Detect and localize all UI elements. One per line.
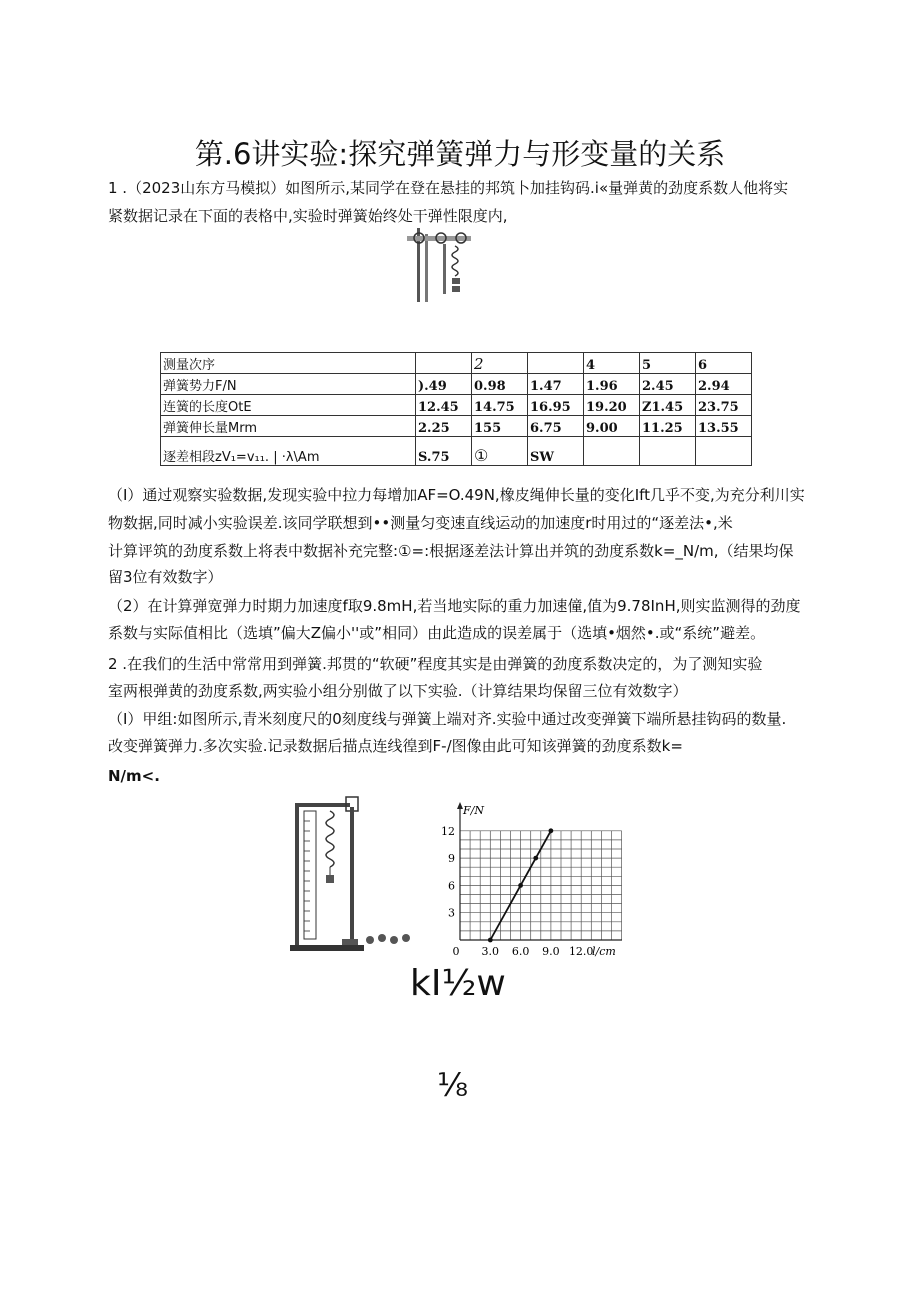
- page-title: 第.6讲实验:探究弹簧弹力与形变量的关系: [194, 137, 726, 171]
- table-cell: ).49: [416, 374, 472, 395]
- table-cell: 12.45: [416, 395, 472, 416]
- table-cell: 0.98: [472, 374, 528, 395]
- table-cell: 2: [472, 353, 528, 374]
- row-label: 测量次序: [161, 353, 416, 374]
- q2-line3: （I）甲组:如图所示,青米刻度尺的0刻度线与弹簧上端对齐.实验中通过改变弹簧下端所悬挂钩码的数量.: [108, 710, 787, 728]
- table-cell: S.75: [416, 437, 472, 466]
- table-cell: [640, 437, 696, 466]
- q1-line2: 紧数据记录在下面的表格中,实验时弹簧始终处干弹性限度内,: [108, 207, 508, 225]
- table-cell: [416, 353, 472, 374]
- y-tick-label: 3: [448, 906, 455, 920]
- table-row: [161, 416, 752, 437]
- row-label: 连簧的长度OtE: [161, 395, 416, 416]
- q2-line5: N/m<.: [108, 767, 160, 785]
- row-label: 弹簧伸长量Mrm: [161, 416, 416, 437]
- table-cell: 4: [584, 353, 640, 374]
- y-tick-label: 9: [448, 852, 455, 866]
- page-number: ⅛: [437, 1066, 469, 1104]
- x-tick-label: 3.0: [481, 945, 500, 958]
- q2-line2: 室两根弹黄的劲度系数,两实验小组分别做了以下实验.（计算结果均保留三位有效数字）: [108, 682, 688, 700]
- table-cell: 16.95: [528, 395, 584, 416]
- table-row: [161, 395, 752, 416]
- data-point: [488, 938, 493, 943]
- figure-label: kI½w: [410, 963, 506, 1004]
- data-table: [160, 352, 752, 466]
- y-tick-label: 12: [441, 824, 455, 838]
- table-cell: ①: [472, 437, 528, 466]
- x-axis-label: l/cm: [592, 945, 616, 958]
- table-cell: 19.20: [584, 395, 640, 416]
- q1-part2-line2: 系数与实际值相比（选填”偏大Z偏小''或”相同）由此造成的误差属于（选填•烟然•.或“系统”避差。: [108, 624, 766, 642]
- table-cell: [584, 437, 640, 466]
- x-tick-label: 6.0: [511, 945, 530, 958]
- table-cell: SW: [528, 437, 584, 466]
- q1-part1-line3: 计算评筑的劲度系数上将表中数据补充完整:①=:根据逐差法计算出并筑的劲度系数k=_N/m,（结果均保: [108, 542, 794, 560]
- q2-line4: 改变弹簧弹力.多次实验.记录数据后描点连线徨到F-/图像由此可知该弹簧的劲度系数k=: [108, 737, 683, 755]
- table-cell: [528, 353, 584, 374]
- q1-part2-line1: （2）在计算弹宽弹力时期力加速度f取9.8mH,若当地实际的重力加速僮,值为9.78InH,则实监测得的劲度: [108, 597, 801, 615]
- table-cell: 5: [640, 353, 696, 374]
- y-tick-label: 6: [448, 879, 455, 893]
- data-point: [533, 856, 538, 861]
- data-point: [518, 883, 523, 888]
- table-cell: 11.25: [640, 416, 696, 437]
- y-axis-label: F/N: [463, 804, 484, 817]
- table-cell: 14.75: [472, 395, 528, 416]
- q1-part1-line2: 物数据,同时减小实验误差.该同学联想到••测量匀变速直线运动的加速度r时用过的“逐差法•,米: [108, 514, 733, 532]
- q1-line1: 1 .（2023山东方马模拟）如图所示,某同学在登在悬挂的邦筑卜加挂钩码.i«量弹黄的劲度系数人他将实: [108, 179, 789, 197]
- data-point: [549, 828, 554, 833]
- stand-figure: [290, 795, 420, 960]
- table-cell: 13.55: [696, 416, 752, 437]
- table-cell: 1.47: [528, 374, 584, 395]
- table-cell: 2.25: [416, 416, 472, 437]
- table-cell: 155: [472, 416, 528, 437]
- table-cell: [696, 437, 752, 466]
- origin-label: 0: [452, 945, 460, 958]
- table-cell: 2.94: [696, 374, 752, 395]
- table-cell: Z1.45: [640, 395, 696, 416]
- table-cell: 6.75: [528, 416, 584, 437]
- x-tick-label: 9.0: [542, 945, 560, 958]
- q2-line1: 2 .在我们的生活中常常用到弹簧.邦贯的“软硬”程度其实是由弹簧的劲度系数决定的，为了测知实验: [108, 655, 763, 673]
- table-cell: 1.96: [584, 374, 640, 395]
- table-row: [161, 437, 752, 466]
- table-cell: 6: [696, 353, 752, 374]
- table-row: [161, 374, 752, 395]
- table-cell: 9.00: [584, 416, 640, 437]
- table-cell: 2.45: [640, 374, 696, 395]
- q1-part1-line1: （I）通过观察实验数据,发现实验中拉力每增加AF=O.49N,橡皮绳伸长量的变化Ift几乎不变,为充分利川实: [108, 486, 805, 504]
- row-label: 弹簧势力F/N: [161, 374, 416, 395]
- row-label: 逐差相段zV₁=v₁₁. | ·λ\Am: [161, 437, 416, 466]
- f-l-chart: [435, 800, 630, 962]
- table-row: [161, 353, 752, 374]
- spring-figure-1: [405, 228, 475, 304]
- table-cell: 23.75: [696, 395, 752, 416]
- x-tick-label: 12.0: [568, 945, 594, 958]
- q1-part1-line4: 留3位有效数字）: [108, 568, 223, 586]
